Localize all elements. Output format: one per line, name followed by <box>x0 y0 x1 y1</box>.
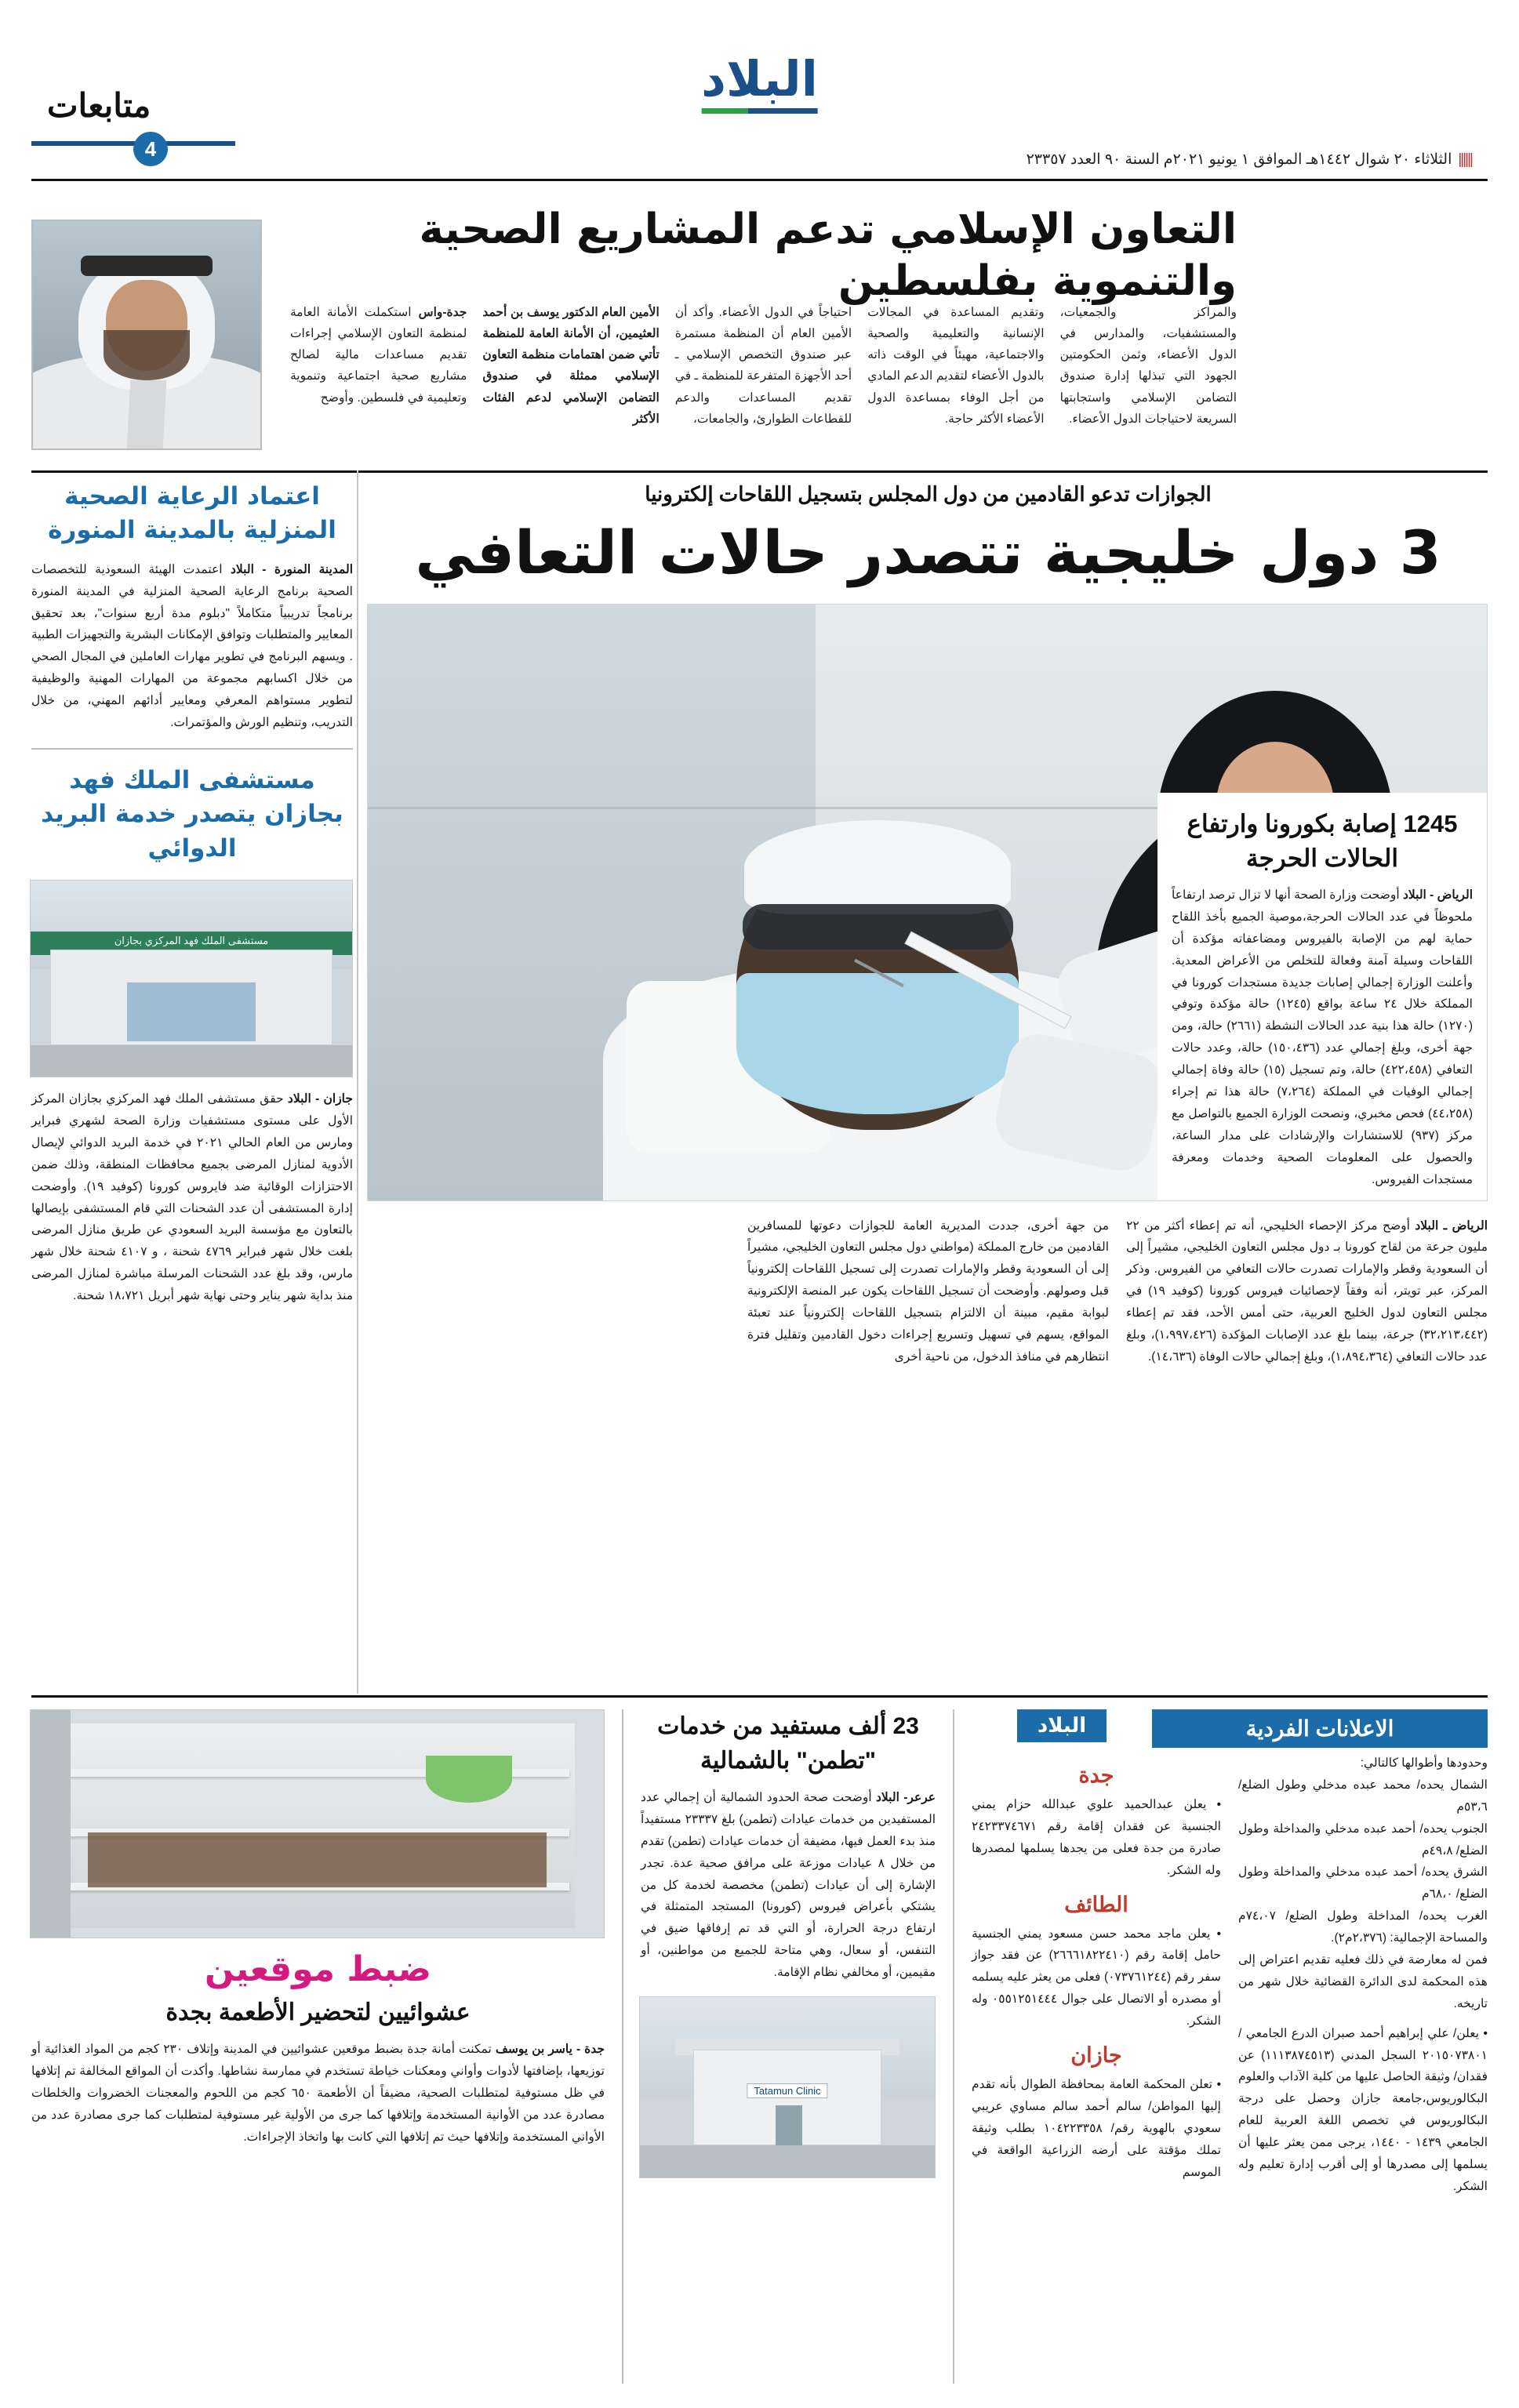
clinic-photo-ground <box>640 2145 935 2177</box>
ad-city-jeddah-title: جدة <box>1078 1763 1114 1787</box>
ad-continuation-6: فمن له معارضة في ذلك فعليه تقديم اعتراض إلى هذه المحكمة لدى الدائرة القضائية خلال شهر من تاريخه. <box>1238 1953 1488 2010</box>
main-story-col-1-dateline: الرياض ـ البلاد <box>1415 1219 1488 1233</box>
tatamun-headline: 23 ألف مستفيد من خدمات "تطمن" بالشمالية <box>657 1713 919 1774</box>
tatamun-story-block <box>623 1709 953 2384</box>
top-story-dateline: جدة-واس <box>418 306 467 319</box>
masthead-divider <box>31 179 1488 181</box>
classified-ads-logo: البلاد <box>1017 1709 1107 1742</box>
food-story-dateline: جدة - ياسر بن يوسف <box>495 2043 605 2057</box>
portrait-beard <box>104 330 190 380</box>
sidebar-story-2-body <box>31 1088 353 1307</box>
sidebar-story-home-health <box>31 480 353 734</box>
divider-sidebar-1 <box>31 748 353 750</box>
ad-city-jeddah-item <box>972 1794 1221 1882</box>
food-story-overline: ضبط موقعين <box>205 1949 431 1989</box>
decorative-ticks: |||||| <box>1458 151 1472 168</box>
ad-city-jazan <box>972 2043 1221 2183</box>
ad-city-jazan-title: جازان <box>1070 2043 1122 2068</box>
ad-bullet-icon: • <box>1210 1927 1221 1941</box>
main-story-kicker: الجوازات تدعو القادمين من دول المجلس بتسجيل اللقاحات إلكترونيا <box>645 482 1212 506</box>
fridge-photo <box>30 1709 605 1938</box>
fridge-photo-green-bowl <box>426 1756 512 1803</box>
clinic-photo-door <box>776 2105 802 2145</box>
newspaper-logo <box>701 50 818 114</box>
main-story-col-2-text: من جهة أخرى، جددت المديرية العامة للجوازات دعوتها للمسافرين القادمين من خارج المملكة (مواطني دول مجلس التعاون الخليجي، مشيراً إلى أن السعودية وقطر والإمارات تصدرت إلى تسجيل اللقاحات إلكترونياً قبل وصولهم. وأوضحت أن تسجيل اللقاحات يكون عبر المنصة الإلكترونية لبوابة مقيم، مبينة أن الالتزام بتسجيل اللقاحات إلكترونياً عند تعبئة المواقع، يسهم في تسهيل وتسريع إجراءات دخول القادمين وتقليل فترة انتظارهم في منافذ الدخول، من ناحية أخرى <box>747 1219 1109 1364</box>
sidebar-story-1-dateline: المدينة المنورة - البلاد <box>231 562 353 576</box>
food-story-block <box>31 1709 622 2384</box>
page-number-block <box>31 137 235 161</box>
top-story-col-5-text: استكملت الأمانة العامة لمنظمة التعاون الإسلامي إجراءات تقديم مساعدات مالية لصالح مشاريع صحية اجتماعية وتنموية وتعليمية في فلسطين. وأوضح <box>289 306 467 405</box>
top-story-col-5 <box>290 302 467 430</box>
divider-top-story <box>31 470 1488 473</box>
ad-continuation-2: الشمال يحده/ محمد عبده مدخلي وطول الضلع/ ٥٣،٦م <box>1238 1778 1488 1814</box>
covid-cases-dateline: الرياض - البلاد <box>1402 888 1473 903</box>
ad-city-taif-item-text: يعلن ماجد محمد حسن مسعود يمني الجنسية حامل إقامة رقم (٢٦٦٦١٨٢٢٤١٠) عن فقد جواز سفر رقم (٠٧٣٧٦١٢٤٤) فعلى من يعثر عليه يسلمه أو مصدره أو الاتصال على جوال ٠٥٥١٢٥١٤٤٤ وله الشكر. <box>972 1927 1221 2028</box>
ad-continuation-7-text: يعلن/ علي إبراهيم أحمد صبران الدرع الجامعي / ٢٠١٥٠٧٣٨٠١ السجل المدني (١١١٣٨٧٤٥١٣) عن فقدان/ وثيقة الحاصل عليها من كلية الآداب والعلوم البكالوريوس،جامعة جازان وحصل على درجة البكالوريوس في تخصص اللغة العربية للعام الجامعي ١٤٣٩ - ١٤٤٠، يرجى ممن يعثر عليها أن يسلمها إلى مصدرها أو إلى أقرب إدارة تعليم وله الشكر. <box>1238 2026 1488 2193</box>
classified-ads-header: الاعلانات الفردية <box>1152 1709 1488 1748</box>
hospital-photo <box>30 880 353 1077</box>
top-story-col-1-text: والمراكز والجمعيات، والمستشفيات، والمدارس في الدول الأعضاء، وثمن الحكومتين الجهود التي تبذلها إدارة صندوق التضامن الإسلامي واستجابتها السريعة لاحتياجات الدول الأعضاء. <box>1059 306 1237 426</box>
classified-ads-header-cell <box>1152 1709 1488 1748</box>
ad-continuation-3: الجنوب يحده/ أحمد عبده مدخلي والمداخلة وطول الضلع/ ٤٩،٨م <box>1238 1821 1488 1858</box>
patient-cap <box>744 820 1011 914</box>
clinic-photo <box>639 1996 936 2178</box>
food-story-body <box>31 2039 605 2148</box>
main-story-headline: 3 دول خليجية تتصدر حالات التعافي <box>415 518 1441 588</box>
section-title: متابعات <box>47 87 151 124</box>
clinic-photo-sign-text: Tatamun Clinic <box>747 2083 827 2098</box>
sidebar-story-1-headline: اعتماد الرعاية الصحية المنزلية بالمدينة المنورة <box>48 482 336 545</box>
fridge-photo-door <box>31 1710 71 1938</box>
logo-rule <box>701 108 818 114</box>
hospital-photo-entrance <box>127 982 256 1041</box>
sidebar-column <box>31 480 353 1307</box>
food-story-text: تمكنت أمانة جدة بضبط موقعين عشوائيين في المدينة وإتلاف ٢٣٠ كجم من المواد الغذائية أو توزيعها، بإضافتها لأدوات وأواني ومعكنات خياطة تستخدم في ممارسة نشاطها. وأكدت أن المواقع المخالفة تم إتلافها في ظل مستوفية لمتطلبات الصحية، مضيفاً أن الأطعمة ٦٥٠ كجم من اللحوم والمعجنات الخضروات والخلطات مصادرة عدد من الأوانية المستخدمة وإتلافها كما جرى من الأولية غير مستوفية لمتطلبات كما جرى مصادرة عدد من الأواني المستخدمة وإتلافها حيث تم إتلافها التي كانت بها واتخاذ الإجراءات. <box>31 2043 605 2144</box>
divider-bottom-2 <box>622 1709 623 2384</box>
ad-bullet-icon: • <box>1212 2078 1221 2092</box>
main-story-col-1-text: أوضح مركز الإحصاء الخليجي، أنه تم إعطاء أكثر من ٢٢ مليون جرعة من لقاح كورونا بـ دول مجلس التعاون الخليجي، مشيراً إلى أن السعودية وقطر والإمارات تصدرت حالات التعافي من الفيروس. وذكر المركز، عبر تويتر، أنه وفقاً لإحصائيات فيروس كورونا (كوفيد ١٩) في مجلس التعاون لدول الخليج العربية، حتى أمس الأحد، فقد تم إعطاء (٣٢،٢١٣،٤٤٢) جرعة، بينما بلغ عدد الإصابات المؤكدة (١،٩٩٧،٤٢٦)، وبلغ عدد حالات التعافي (١،٨٩٤،٣٦٤)، وبلغ إجمالي حالات الوفاة (١٤،٦٣٦). <box>1126 1219 1488 1364</box>
top-story-columns <box>290 302 1237 430</box>
food-story-headline: عشوائيين لتحضير الأطعمة بجدة <box>165 1999 471 2025</box>
portrait-igal <box>81 256 213 276</box>
top-story-headline: التعاون الإسلامي تدعم المشاريع الصحية والتنموية بفلسطين <box>419 205 1237 306</box>
sidebar-story-pharmacy-mail <box>31 764 353 1307</box>
ad-bullet-icon: • <box>1479 2026 1488 2040</box>
classified-ads-cities <box>972 1752 1221 2198</box>
classified-ads-block <box>954 1709 1488 2384</box>
covid-cases-card <box>1157 793 1487 1200</box>
top-story-col-1 <box>1060 302 1237 430</box>
covid-cases-text: أوضحت وزارة الصحة أنها لا تزال ترصد ارتفاعاً ملحوظاً في عدد الحالات الحرجة،موصية الجميع بأخذ اللقاح حماية لهم من الإصابة بالفيروس ومضاعفاته مؤكدة أن اللقاحات وسيلة آمنة وفعالة للتخلص من الأعراض المعدية. وأعلنت الوزارة إجمالي إصابات جديدة مستجدات كورونا في المملكة خلال ٢٤ ساعة بواقع (١٢٤٥) حالة مؤكدة وتوفي (١٢٧٠) حالة هذا بنية عدد الحالات النشطة (٢٦٦١) حالة، ومن جهة أخرى، وبلغ إجمالي عدد (١٥٠،٤٣٦) حالة، وعدد حالات التعافي (٤٢٢،٤٥٨) حالة، وتم تسجيل (١٥) حالة وفاة إجمالي إجمالي الوفيات في المملكة (٧،٢٦٤) حالة هذا تم إجراء (٤٤،٢٥٨) فحص مخبري، ونصحت الوزارة الجميع بالتواصل مع مركز (٩٣٧) للاستشارات والإرشادات على مدار الساعة، والحصول على المعلومات الصحية وخدمات ومعرفة مستجدات الفيروس. <box>1172 888 1474 1186</box>
tatamun-body <box>641 1787 936 1984</box>
top-story <box>31 196 1488 455</box>
top-story-col-3-text: احتياجاً في الدول الأعضاء. وأكد أن الأمين العام أن المنظمة مستمرة عبر صندوق التخصص الإسلامي ـ أحد الأجهزة المتفرعة للمنظمة ـ في تقديم المساعدات والدعم للقطاعات الطوارئ، والجامعات، <box>674 306 852 426</box>
covid-cases-headline: 1245 إصابة بكورونا وارتفاع الحالات الحرجة <box>1186 810 1458 872</box>
hospital-photo-sign-text: مستشفى الملك فهد المركزي بجازان <box>114 934 269 946</box>
vaccination-photo <box>367 604 1488 1201</box>
patient-glasses <box>743 904 1013 950</box>
patient-face-mask <box>736 973 1019 1114</box>
ad-city-taif-title: الطائف <box>1064 1892 1128 1916</box>
tatamun-dateline: عرعر- البلاد <box>876 1791 936 1804</box>
issue-date-line <box>1027 151 1472 169</box>
sidebar-story-2-dateline: جازان - البلاد <box>287 1092 353 1106</box>
top-story-col-4-lead: الأمين العام الدكتور يوسف بن أحمد العثيمين، أن الأمانة العامة للمنظمة تأتي ضمن اهتمامات منظمة التعاون الإسلامي ممثلة في صندوق التضامن الإسلامي لدعم الفئات الأكثر <box>482 306 660 426</box>
top-story-col-4 <box>482 302 659 430</box>
issue-date-text: الثلاثاء ٢٠ شوال ١٤٤٢هـ الموافق ١ يونيو ٢٠٢١م السنة ٩٠ العدد ٢٣٣٥٧ <box>1026 151 1452 168</box>
main-story-col-1 <box>1126 1215 1488 1368</box>
logo-text: البلاد <box>701 50 818 107</box>
ad-city-jazan-item-text: تعلن المحكمة العامة بمحافظة الطوال بأنه تقدم إليها المواطن/ سالم أحمد سالم مساوي عريبي سعودي بالهوية رقم/ ١٠٤٢٢٣٣٥٨ بطلب وثيقة تملك مؤقتة على أرضه الزراعية الواقعة في الموسم <box>972 2078 1221 2179</box>
covid-cases-body <box>1172 884 1473 1190</box>
hospital-photo-ground <box>31 1045 352 1077</box>
masthead <box>0 0 1519 180</box>
portrait-collar <box>127 380 167 449</box>
bottom-zone-row <box>31 1709 1488 2384</box>
top-story-col-2 <box>867 302 1044 430</box>
ad-continuation-4: الشرق يحده/ أحمد عبده مدخلي والمداخلة وطول الضلع/ ٦٨،٠م <box>1238 1865 1488 1901</box>
classified-ads-continuation <box>1238 1752 1488 2198</box>
ad-city-jeddah-item-text: يعلن عبدالحميد علوي عبدالله حزام يمني الجنسية عن فقدان إقامة رقم ٢٤٢٣٣٧٤٦٧١ صادرة من جدة فعلى من يجدها يسلمها لمصدرها وله الشكر. <box>972 1798 1221 1877</box>
bottom-zone <box>31 1709 1488 2384</box>
sidebar-story-2-text: حقق مستشفى الملك فهد المركزي بجازان المركز الأول على مستوى مستشفيات وزارة الصحة لشهري فبراير ومارس من العام الحالي ٢٠٢١ في خدمة البريد الدوائي لإيصال الأدوية لمنازل المرضى بجميع محافظات المنطقة، وذلك ضمن الاحتزازات الوقائية ضد فايروس كورونا (كوفيد ١٩). وأوضحت إدارة المستشفى أن عدد الشحنات التي قام المستشفى بإيصالها بالتعاون مع مؤسسة البريد السعودي عن طريق منازل المرضى بلغت خلال شهر فبراير ٤٧٦٩ شحنة ، و ٤١٠٧ شحنة خلال شهر مارس، وقد بلغ عدد الشحنات المرسلة مباشرة لمنازل المرضى منذ بداية شهر يناير وحتى نهاية شهر أبريل ١٨،٧٢١ شحنة. <box>31 1092 354 1303</box>
divider-bottom-1 <box>953 1709 954 2384</box>
page-number: 4 <box>133 132 168 166</box>
divider-sidebar-vertical <box>357 470 358 1694</box>
main-story <box>369 480 1488 1368</box>
fridge-photo-interior <box>60 1723 576 1928</box>
top-story-col-2-text: وتقديم المساعدة في المجالات الإنسانية والتعليمية والصحية والاجتماعية، مهيئاً في الوقت ذاته بالدول الأعضاء لتقديم الدعم المادي من أجل الوفاء بمساعدة الدول الأعضاء الأكثر حاجة. <box>867 306 1045 426</box>
classified-ads-logo-cell <box>972 1709 1152 1748</box>
ad-bullet-icon: • <box>1206 1798 1222 1811</box>
sidebar-story-1-body <box>31 559 353 734</box>
ad-city-taif-item <box>972 1923 1221 2032</box>
ad-continuation-1: وحدودها وأطوالها كالتالي: <box>1360 1756 1488 1770</box>
sidebar-story-2-headline: مستشفى الملك فهد بجازان يتصدر خدمة البريد الدوائي <box>41 765 343 863</box>
fridge-photo-tray <box>88 1832 547 1887</box>
divider-bottom-zone <box>31 1695 1488 1698</box>
ad-city-taif <box>972 1893 1221 2032</box>
main-story-col-2 <box>747 1215 1109 1368</box>
tatamun-text: أوضحت صحة الحدود الشمالية أن إجمالي عدد المستفيدين من خدمات عيادات (تطمن) بلغ ٢٣٣٣٧ مستفيداً منذ بدء العمل فيها، مضيفة أن خدمات عيادات (تطمن) تقدم من خلال ٨ عيادات موزعة على مرافق صحية عدة. تجدر الإشارة إلى أن عيادات (تطمن) مخصصة لخدمة كل من يشتكي بأعراض فيروس (كورونا) المستجد المتمثلة في ارتفاع درجة الحرارة، أو التي قد تم إرفاقها ضيق في التنفس، أو سعال، وهي متاحة للجميع من مواطنين، أو مقيمين، أو مخالفي نظام الإقامة. <box>641 1791 936 1980</box>
ad-continuation-7 <box>1238 2023 1488 2198</box>
ad-city-jazan-item <box>972 2074 1221 2183</box>
sidebar-story-1-text: اعتمدت الهيئة السعودية للتخصصات الصحية برنامج الرعاية الصحية المنزلية في المدينة المنورة برنامجاً تدريبياً متكاملاً "دبلوم مدة أربع سنوات"، بعد تحقيق المعايير والمتطلبات وتوافق الإمكانات البشرية والتجهيزات الطبية . ويسهم البرنامج في تطوير مهارات العاملين في المجال الصحي من خلال اكسابهم مجموعة من المهارات المهنية والوظيفية لتطوير مستواهم المعرفي ومعايير أدائهم المهني، من خلال التدريب، وتنظيم الورش والمؤتمرات. <box>31 562 353 730</box>
official-portrait-photo <box>31 220 262 450</box>
top-story-col-3 <box>675 302 852 430</box>
ad-city-jeddah <box>972 1763 1221 1882</box>
ad-continuation-5: الغرب يحده/ المداخلة وطول الضلع/ ٧٤،٠٧م والمساحة الإجمالية: (٢،٣٧٦م٢). <box>1238 1909 1488 1945</box>
main-story-columns <box>369 1215 1488 1368</box>
